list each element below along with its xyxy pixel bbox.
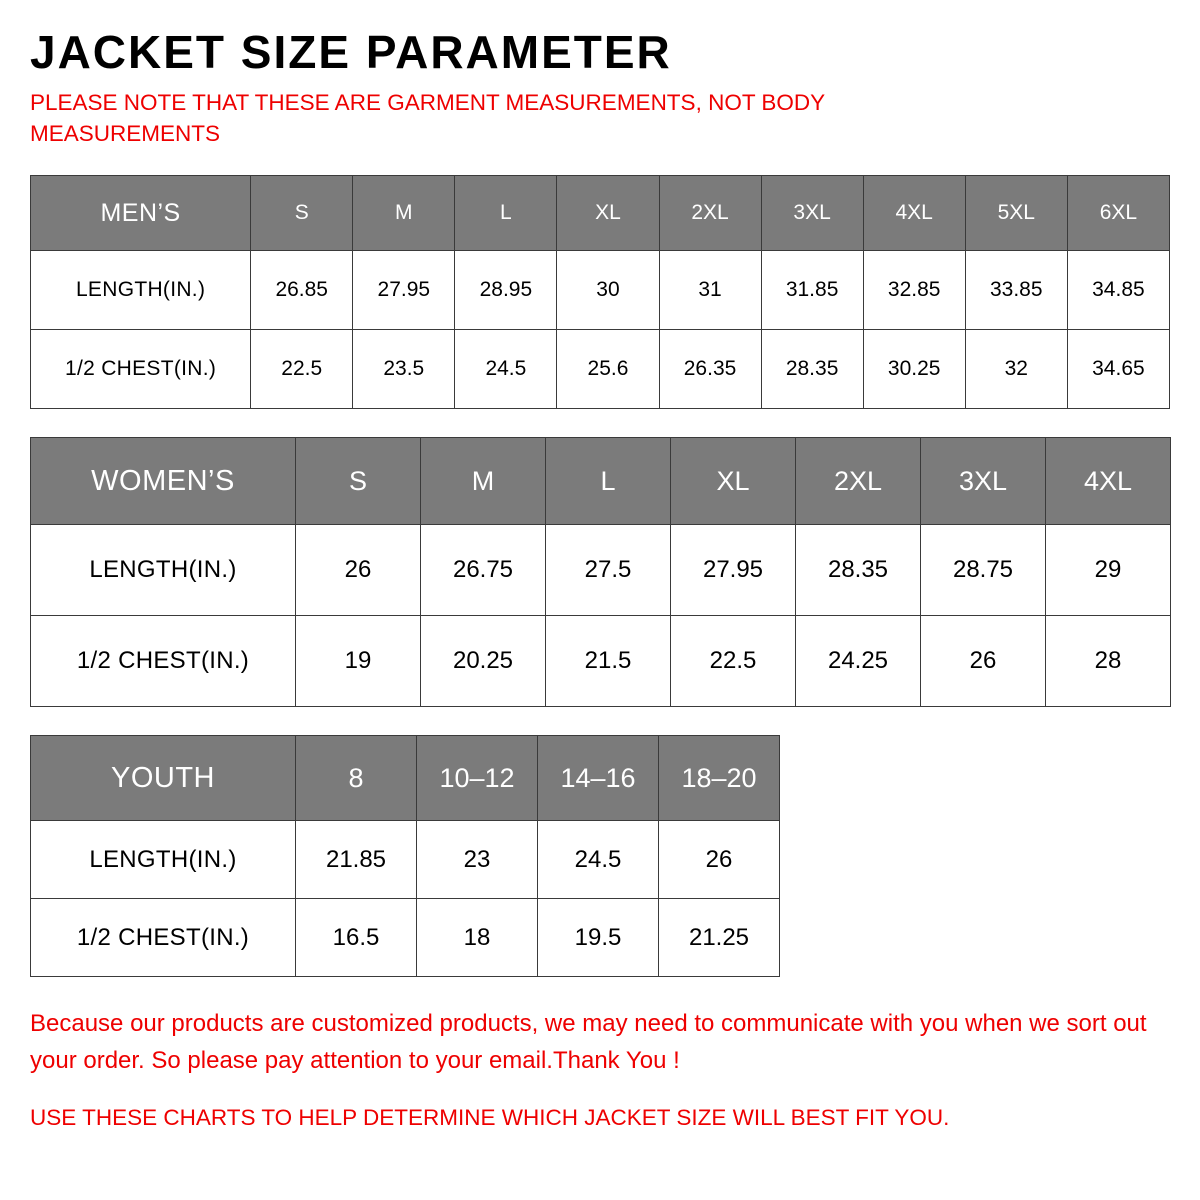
measurement-cell: 27.95 [671, 525, 796, 616]
size-header: M [353, 176, 455, 251]
measurement-cell: 21.85 [296, 821, 417, 899]
table-row [31, 251, 1170, 330]
size-header: 4XL [863, 176, 965, 251]
measurement-cell: 22.5 [251, 330, 353, 409]
page-title: JACKET SIZE PARAMETER [30, 26, 672, 78]
size-header: S [296, 438, 421, 525]
measurement-cell: 26.75 [421, 525, 546, 616]
customization-note: Because our products are customized products, we may need to communicate with you when we sort out your order. So please pay attention to your email.Thank You ! [30, 1010, 1147, 1075]
category-label: WOMEN’S [31, 438, 296, 525]
measurement-cell: 24.5 [455, 330, 557, 409]
size-header: S [251, 176, 353, 251]
size-header: 4XL [1046, 438, 1171, 525]
measurement-cell: 27.95 [353, 251, 455, 330]
measurement-cell: 34.65 [1067, 330, 1169, 409]
size-header: 3XL [761, 176, 863, 251]
measurement-cell: 28.95 [455, 251, 557, 330]
measurement-cell: 26.85 [251, 251, 353, 330]
measurement-cell: 21.25 [659, 899, 780, 977]
measurement-cell: 29 [1046, 525, 1171, 616]
measurement-cell: 26 [921, 616, 1046, 707]
size-header: M [421, 438, 546, 525]
measurement-cell: 21.5 [546, 616, 671, 707]
measurement-cell: 26.35 [659, 330, 761, 409]
measurement-cell: 32 [965, 330, 1067, 409]
measurement-cell: 26 [296, 525, 421, 616]
size-header: 2XL [796, 438, 921, 525]
measurement-cell: 26 [659, 821, 780, 899]
measurement-cell: 27.5 [546, 525, 671, 616]
measurement-cell: 22.5 [671, 616, 796, 707]
measurement-cell: 33.85 [965, 251, 1067, 330]
womens-size-table [30, 437, 1171, 707]
table-row [31, 899, 780, 977]
row-label: 1/2 CHEST(IN.) [31, 899, 296, 977]
table-header-row [31, 736, 780, 821]
row-label: 1/2 CHEST(IN.) [31, 616, 296, 707]
table-row [31, 821, 780, 899]
measurement-cell: 31 [659, 251, 761, 330]
category-label: YOUTH [31, 736, 296, 821]
table-row [31, 616, 1171, 707]
measurement-cell: 32.85 [863, 251, 965, 330]
measurement-cell: 28.35 [796, 525, 921, 616]
measurement-cell: 30.25 [863, 330, 965, 409]
table-row [31, 330, 1170, 409]
measurement-cell: 31.85 [761, 251, 863, 330]
measurement-cell: 28 [1046, 616, 1171, 707]
category-label: MEN’S [31, 176, 251, 251]
measurement-cell: 23 [417, 821, 538, 899]
size-header: 3XL [921, 438, 1046, 525]
measurement-cell: 34.85 [1067, 251, 1169, 330]
measurement-cell: 18 [417, 899, 538, 977]
table-header-row [31, 176, 1170, 251]
size-header: 6XL [1067, 176, 1169, 251]
size-header: L [455, 176, 557, 251]
size-header: 2XL [659, 176, 761, 251]
chart-usage-note: USE THESE CHARTS TO HELP DETERMINE WHICH JACKET SIZE WILL BEST FIT YOU. [30, 1105, 950, 1131]
row-label: LENGTH(IN.) [31, 251, 251, 330]
table-header-row [31, 438, 1171, 525]
size-header: 18–20 [659, 736, 780, 821]
measurement-cell: 28.35 [761, 330, 863, 409]
table-row [31, 525, 1171, 616]
measurement-cell: 24.25 [796, 616, 921, 707]
measurement-cell: 20.25 [421, 616, 546, 707]
mens-size-table [30, 175, 1170, 409]
measurement-cell: 24.5 [538, 821, 659, 899]
measurement-cell: 28.75 [921, 525, 1046, 616]
size-header: XL [557, 176, 659, 251]
size-header: 8 [296, 736, 417, 821]
row-label: LENGTH(IN.) [31, 525, 296, 616]
measurement-cell: 16.5 [296, 899, 417, 977]
size-header: L [546, 438, 671, 525]
measurement-cell: 30 [557, 251, 659, 330]
size-header: XL [671, 438, 796, 525]
measurement-cell: 19 [296, 616, 421, 707]
measurement-cell: 25.6 [557, 330, 659, 409]
measurement-note: PLEASE NOTE THAT THESE ARE GARMENT MEASUREMENTS, NOT BODY MEASUREMENTS [30, 90, 825, 146]
size-header: 10–12 [417, 736, 538, 821]
footer-notes [30, 1005, 1160, 1136]
row-label: LENGTH(IN.) [31, 821, 296, 899]
youth-size-table [30, 735, 780, 977]
row-label: 1/2 CHEST(IN.) [31, 330, 251, 409]
measurement-cell: 23.5 [353, 330, 455, 409]
size-header: 14–16 [538, 736, 659, 821]
size-header: 5XL [965, 176, 1067, 251]
measurement-cell: 19.5 [538, 899, 659, 977]
